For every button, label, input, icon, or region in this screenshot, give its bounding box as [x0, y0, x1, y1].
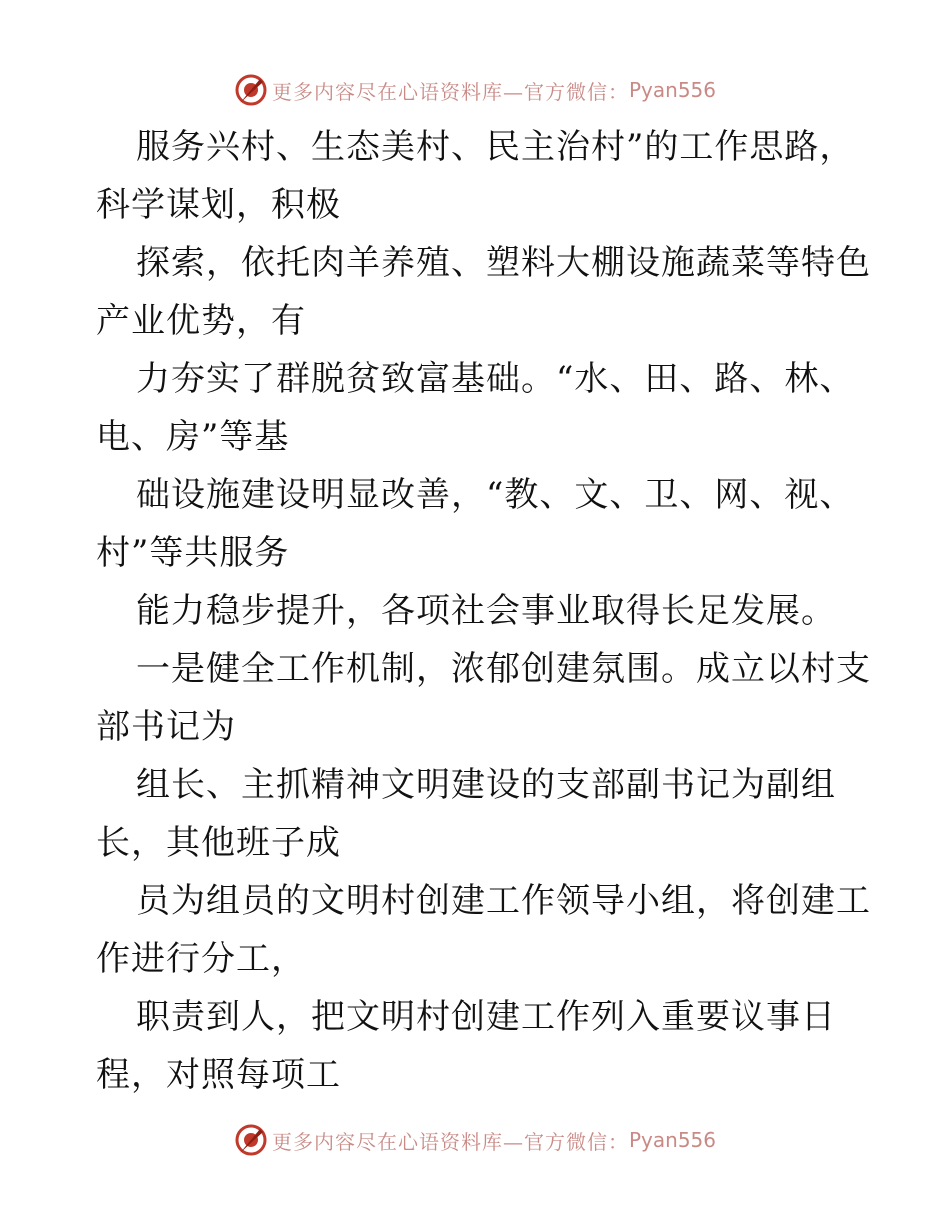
- body-line: 力夯实了群脱贫致富基础。“水、田、路、林、: [136, 359, 855, 399]
- document-body: [96, 118, 886, 1104]
- body-line: 探索，依托肉羊养殖、塑料大棚设施蔬菜等特色: [136, 243, 871, 283]
- body-line: 产业优势，有: [96, 301, 306, 341]
- body-line: 服务兴村、生态美村、民主治村”的工作思路，: [136, 127, 855, 167]
- body-line: 组长、主抓精神文明建设的支部副书记为副组: [136, 765, 836, 805]
- quill-pen-logo-icon: [234, 73, 268, 107]
- body-line: 职责到人，把文明村创建工作列入重要议事日: [136, 997, 836, 1037]
- body-line: 员为组员的文明村创建工作领导小组，将创建工: [136, 881, 871, 921]
- body-line: 电、房”等基: [96, 417, 290, 457]
- body-line: 一是健全工作机制，浓郁创建氛围。成立以村支: [136, 649, 871, 689]
- body-line: 长，其他班子成: [96, 823, 341, 863]
- footer-watermark-banner: [0, 1120, 950, 1160]
- body-line: 作进行分工，: [96, 939, 306, 979]
- header-watermark-banner: [0, 70, 950, 110]
- footer-wechat-id: Pyan556: [628, 1128, 716, 1152]
- body-line: 村”等共服务: [96, 533, 290, 573]
- quill-pen-logo-icon: [234, 1123, 268, 1157]
- footer-banner-text: 更多内容尽在心语资料库—官方微信：: [271, 1129, 629, 1154]
- body-line: 科学谋划，积极: [96, 185, 341, 225]
- body-line: 能力稳步提升，各项社会事业取得长足发展。: [136, 591, 836, 631]
- header-banner-text: 更多内容尽在心语资料库—官方微信：: [271, 79, 629, 104]
- body-line: 部书记为: [96, 707, 236, 747]
- header-wechat-id: Pyan556: [628, 78, 716, 102]
- body-line: 程，对照每项工: [96, 1055, 341, 1095]
- body-line: 础设施建设明显改善，“教、文、卫、网、视、: [136, 475, 855, 515]
